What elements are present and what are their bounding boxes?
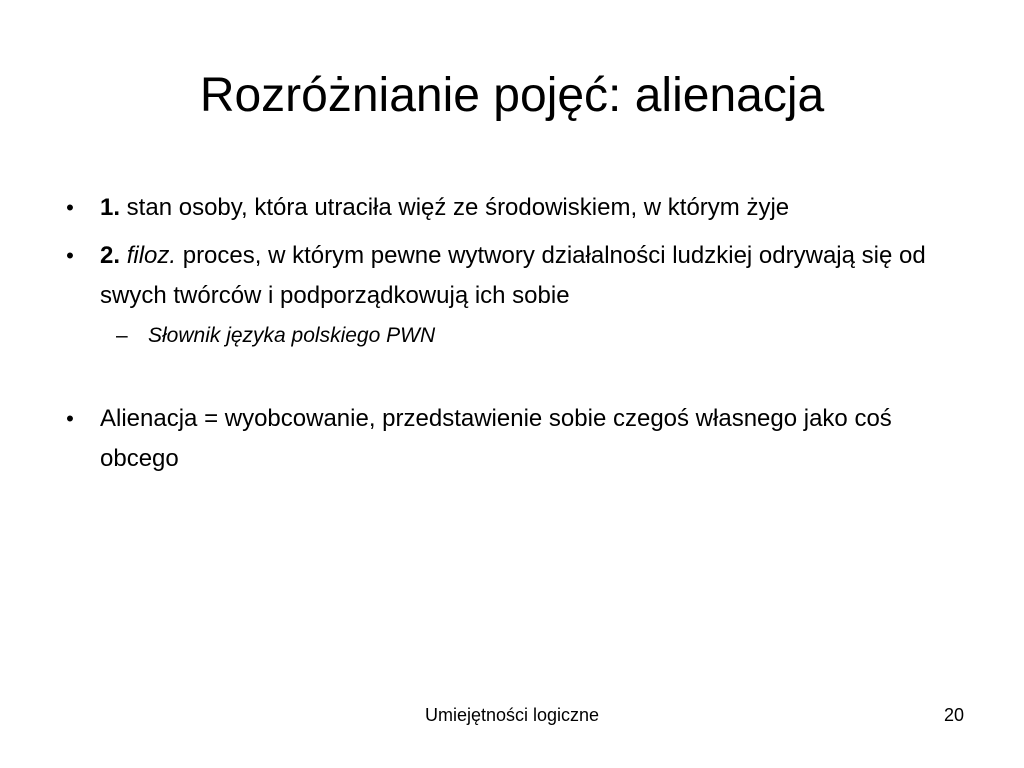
bullet-item-1: [60, 188, 960, 228]
footer-title: Umiejętności logiczne: [424, 705, 600, 725]
page-number: 20: [943, 705, 964, 725]
bullet-item-2: [60, 236, 960, 316]
slide-title: Rozróżnianie pojęć: alienacja: [199, 69, 825, 122]
sub-bullet-text: Słownik języka polskiego PWN: [148, 324, 436, 347]
bullet-number: 2.: [100, 242, 121, 269]
sub-bullet-dash: –: [116, 324, 128, 347]
bullet-text: Alienacja = wyobcowanie, przedstawienie sobie czegoś własnego jako coś obcego: [100, 405, 892, 472]
bullet-text: proces, w którym pewne wytwory działalności ludzkiej odrywają się od swych twórców i podporządkowują ich sobie: [100, 242, 926, 309]
bullet-abbreviation: filoz.: [126, 242, 177, 269]
bullet-text: stan osoby, która utraciła więź ze środowiskiem, w którym żyje: [120, 194, 790, 221]
bullet-dot: •: [66, 195, 74, 220]
sub-bullet-source: [60, 319, 960, 353]
bullet-item-3: [60, 399, 960, 479]
bullet-dot: •: [66, 243, 74, 268]
bullet-dot: •: [66, 406, 74, 431]
slide-content: [60, 188, 960, 479]
bullet-number: 1.: [100, 194, 121, 221]
